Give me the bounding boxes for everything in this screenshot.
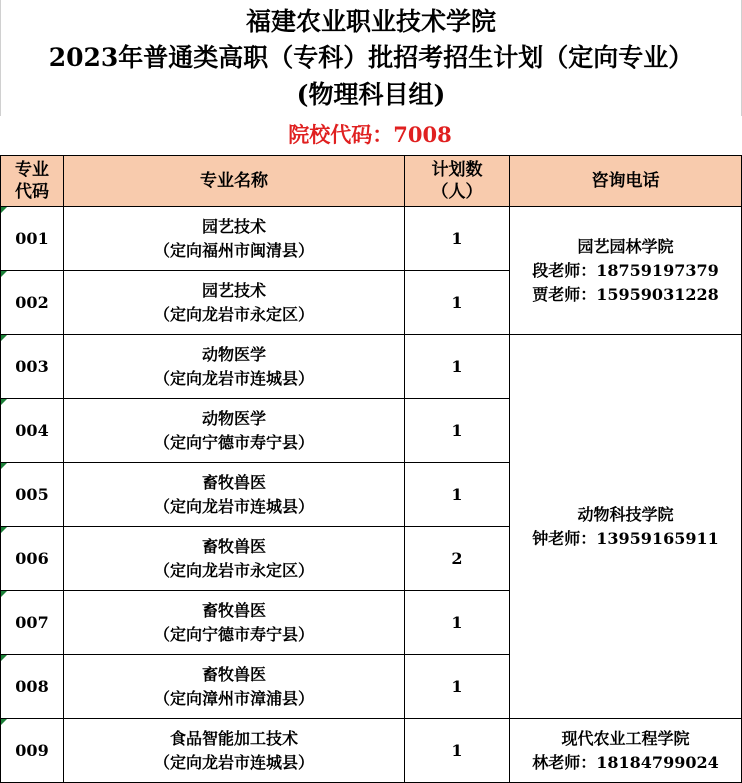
plan-count: 1: [405, 463, 510, 527]
major-code: 004: [1, 399, 64, 463]
major-code: 005: [1, 463, 64, 527]
column-header-phone: 咨询电话: [510, 156, 742, 207]
major-name: 畜牧兽医 （定向龙岩市连城县）: [64, 463, 405, 527]
column-header-name: 专业名称: [64, 156, 405, 207]
plan-count: 1: [405, 207, 510, 271]
major-code: 002: [1, 271, 64, 335]
major-code: 006: [1, 527, 64, 591]
plan-count: 1: [405, 335, 510, 399]
column-header-code: 专业 代码: [1, 156, 64, 207]
contact-cell-animal-science: [510, 335, 742, 719]
contact-phone: 林老师：18184799024: [532, 752, 719, 772]
plan-count: 1: [405, 655, 510, 719]
major-name: 畜牧兽医 （定向宁德市寿宁县）: [64, 591, 405, 655]
major-code: 008: [1, 655, 64, 719]
contact-college: 现代农业工程学院: [561, 728, 690, 748]
table-row: [1, 207, 742, 271]
contact-college: 动物科技学院: [577, 504, 674, 524]
contact-college: 园艺园林学院: [577, 236, 674, 256]
table-row: [1, 719, 742, 783]
major-code: 007: [1, 591, 64, 655]
contact-cell-horticulture: [510, 207, 742, 335]
school-code: 院校代码：7008: [288, 122, 452, 147]
major-name: 食品智能加工技术 （定向龙岩市连城县）: [64, 719, 405, 783]
contact-phone: 段老师：18759197379: [532, 260, 719, 280]
major-name: 动物医学 （定向龙岩市连城县）: [64, 335, 405, 399]
contact-cell-agri-engineering: [510, 719, 742, 783]
major-name: 园艺技术 （定向龙岩市永定区）: [64, 271, 405, 335]
college-title: 福建农业职业技术学院: [245, 7, 496, 36]
table-header-row: [1, 156, 742, 207]
enrollment-table: [0, 155, 742, 783]
subject-group-title: (物理科目组): [296, 80, 446, 109]
plan-count: 1: [405, 719, 510, 783]
plan-count: 1: [405, 271, 510, 335]
contact-phone: 贾老师：15959031228: [532, 284, 719, 304]
title-block: [0, 0, 742, 116]
major-name: 园艺技术 （定向福州市闽清县）: [64, 207, 405, 271]
table-row: [1, 335, 742, 399]
plan-title: 2023年普通类高职（专科）批招考招生计划（定向专业）: [48, 43, 694, 72]
plan-count: 1: [405, 399, 510, 463]
major-name: 畜牧兽医 （定向龙岩市永定区）: [64, 527, 405, 591]
major-code: 001: [1, 207, 64, 271]
major-code: 003: [1, 335, 64, 399]
major-code: 009: [1, 719, 64, 783]
plan-count: 2: [405, 527, 510, 591]
plan-count: 1: [405, 591, 510, 655]
column-header-count: 计划数 （人）: [405, 156, 510, 207]
major-name: 畜牧兽医 （定向漳州市漳浦县）: [64, 655, 405, 719]
major-name: 动物医学 （定向宁德市寿宁县）: [64, 399, 405, 463]
contact-phone: 钟老师：13959165911: [532, 528, 719, 548]
